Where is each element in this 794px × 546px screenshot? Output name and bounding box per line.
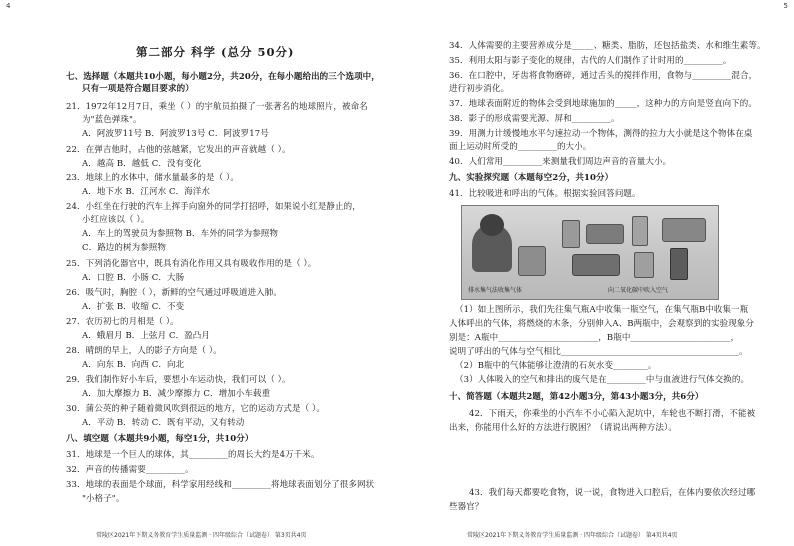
question-25-options: A．口腔 B．小肠 C．大肠 — [82, 273, 185, 283]
experiment-photo — [461, 205, 719, 300]
bottle-b-icon — [632, 216, 648, 246]
question-42: 42．下雨天，你乘坐的小汽车不小心陷入泥坑中，车轮也不断打滑，不能被 — [469, 409, 756, 419]
question-32: 32．声音的传播需要_________。 — [66, 465, 194, 475]
question-31: 31．地球是一个巨人的球体，其_________的周长大约是4万千米。 — [66, 450, 320, 460]
section-8-heading: 八、填空题（本题共9小题，每空1分，共10分） — [66, 434, 254, 444]
candle-setup-icon — [662, 218, 706, 242]
question-26-options: A．扩张 B．收缩 C．不变 — [82, 302, 185, 312]
section-10-heading: 十、简答题（本题共2题，第42小题3分，第43小题3分，共6分） — [449, 392, 704, 402]
question-38: 38．影子的形成需要光源、屏和_________。 — [449, 114, 620, 124]
question-27: 27．农历初七的月相是（ ）。 — [66, 317, 179, 327]
question-22: 22．在弹吉他时，占他的弦越紧，它发出的声音就越（ ）。 — [66, 145, 291, 155]
question-43-cont: 些器官？ — [449, 502, 484, 512]
child-head-icon — [480, 214, 504, 236]
figure-caption-left: 排水集气法收集气体 — [468, 287, 523, 294]
figure-caption-right: 向二氧化碳中吹入空气 — [608, 287, 669, 294]
question-39: 39．用测力计缓慢地水平匀速拉动一个物体，测得的拉力大小就是这个物体在桌 — [449, 129, 753, 139]
question-37: 37．地球表面附近的物体会受到地球施加的_____，这种力的方向是竖直向下的。 — [449, 99, 757, 109]
question-29-options: A．加大摩擦力 B．减少摩擦力 C．增加小车载重 — [82, 389, 271, 399]
question-23: 23．地球上的水体中，储水量最多的是（ ）。 — [66, 173, 239, 183]
question-23-options: A．地下水 B．江河水 C．海洋水 — [82, 187, 210, 197]
question-35: 35．利用太阳与影子变化的规律，古代的人们制作了计时用的_________。 — [449, 56, 732, 66]
question-27-options: A．蛾眉月 B．上弦月 C．盈凸月 — [82, 331, 210, 341]
left-page-footer: 常陵区2021年下期义务教育学生质量监测 · 四年级综合（试题卷） 第3页共4页 — [96, 532, 307, 539]
test-tube-icon — [670, 248, 688, 280]
bottle-a-icon — [562, 220, 580, 248]
section-7-heading: 七、选择题（本题共10小题，每小题2分，共20分，在每小题给出的三个选项中， — [66, 72, 380, 82]
question-33: 33．地球的表面是个球面，科学家用经线和_________将地球表面划分了很多网状 — [66, 480, 375, 490]
question-24: 24．小红坐在行驶的汽车上挥手向窗外的同学打招呼，如果说小红是静止的， — [66, 202, 361, 212]
question-36: 36．在口腔中，牙齿将食物磨碎，通过舌头的搅拌作用，食物与_________混合， — [449, 71, 758, 81]
question-42-cont: 出来，你能用什么好的方法进行脱困？（请说出两种方法）。 — [449, 423, 677, 433]
right-page-footer: 常陵区2021年下期义务教育学生质量监测 · 四年级综合（试题卷） 第4页共4页 — [467, 532, 678, 539]
question-25: 25．下列消化器官中，既具有消化作用又具有吸收作用的是（ ）。 — [66, 259, 317, 269]
question-41-1-cont2: 别是：A瓶中_______________________，B瓶中_______________________， — [449, 333, 740, 343]
water-tray-icon — [586, 224, 624, 244]
question-24-options-ab: A．车上的驾驶员为参照物 B．车外的同学为参照物 — [82, 229, 278, 239]
question-41-3: （3）人体吸入的空气和排出的废气是在_________中与血液进行气体交换的。 — [455, 375, 750, 385]
question-29: 29．我们制作好小车后，要想小车运动快，我们可以（ ）。 — [66, 375, 291, 385]
question-28-options: A．向东 B．向西 C．向北 — [82, 360, 185, 370]
question-39-cont: 面上运动时所受的_________的大小。 — [449, 142, 592, 152]
question-41-1-cont3: 说明了呼出的气体与空气相比_________________________________________。 — [449, 347, 748, 357]
section-9-heading: 九、实验探究题（本题每空2分，共10分） — [449, 173, 614, 183]
question-28: 28．晴朗的早上，人的影子方向是（ ）。 — [66, 346, 222, 356]
question-21-cont: 为"蓝色弹珠"。 — [82, 115, 142, 125]
question-24-cont: 小红应该以（ ）。 — [82, 215, 150, 225]
right-page-number: 5 — [783, 2, 788, 10]
question-41-2: （2）B瓶中的气体能够让澄清的石灰水变________。 — [455, 361, 657, 371]
left-page-number: 4 — [6, 2, 11, 10]
straw-tube-icon — [572, 254, 620, 276]
question-41-1: （1）如上图所示，我们先往集气瓶A中收集一瓶空气，在集气瓶B中收集一瓶 — [455, 305, 749, 315]
question-36-cont: 进行初步消化。 — [449, 84, 510, 94]
question-40: 40．人们常用_________来测量我们周边声音的音量大小。 — [449, 157, 672, 167]
question-22-options: A．越高 B．越低 C．没有变化 — [82, 159, 202, 169]
question-41-1-cont: 人体呼出的气体，将燃烧的木条，分别伸入A、B两瓶中，会观察到的实验现象分 — [449, 319, 754, 329]
section-7-heading-cont: 只有一项是符合题目要求的） — [82, 84, 194, 94]
question-34: 34．人体需要的主要营养成分是_____、糖类、脂肪，还包括盐类、水和维生素等。 — [449, 41, 766, 51]
question-26: 26．吸气时，胸腔（ ），新鲜的空气通过呼吸道进入肺。 — [66, 288, 282, 298]
question-43: 43．我们每天都要吃食物，说一说，食物进入口腔后，在体内要依次经过哪 — [469, 488, 756, 498]
limewater-cup-icon — [634, 252, 654, 278]
question-24-option-c: C．路边的树为参照物 — [82, 243, 167, 253]
question-33-cont: "小格子"。 — [82, 494, 125, 504]
question-21: 21．1972年12月7日，乘坐（ ）的宇航员拍摄了一张著名的地球照片，被命名 — [66, 102, 368, 112]
water-basin-icon — [518, 246, 546, 276]
question-21-options: A．阿波罗11号 B．阿波罗13号 C．阿波罗17号 — [82, 129, 269, 139]
question-41: 41．比较吸进和呼出的气体。根据实验回答问题。 — [449, 189, 641, 199]
section-title: 第二部分 科学 (总分 50分) — [136, 45, 295, 59]
question-30: 30．蒲公英的种子随着微风吹到很远的地方，它的运动方式是（ ）。 — [66, 404, 325, 414]
question-30-options: A．平动 B．转动 C．既有平动，又有转动 — [82, 418, 245, 428]
